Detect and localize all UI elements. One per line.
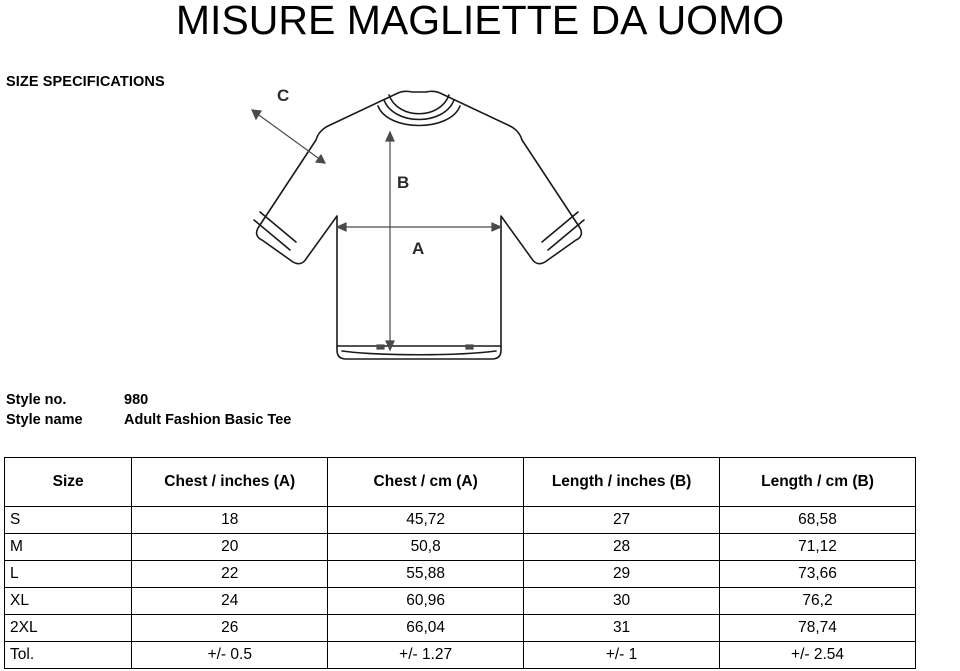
style-name-row [6, 412, 506, 428]
cell-chest-cm: +/- 1.27 [328, 642, 524, 669]
diagram-label-b: B [397, 173, 410, 192]
diagram-label-c: C [277, 86, 290, 105]
page-title: MISURE MAGLIETTE DA UOMO [175, 0, 785, 43]
cell-length-inches: 27 [524, 507, 720, 534]
cell-chest-inches: 18 [132, 507, 328, 534]
cell-length-cm: 76,2 [720, 588, 916, 615]
cell-chest-cm: 50,8 [328, 534, 524, 561]
tshirt-diagram [230, 70, 610, 380]
size-specifications-label: SIZE SPECIFICATIONS [6, 74, 165, 90]
style-no-row [6, 392, 506, 408]
table-header-row [5, 458, 916, 507]
cell-length-inches: 29 [524, 561, 720, 588]
cell-chest-inches: +/- 0.5 [132, 642, 328, 669]
diagram-label-a: A [412, 239, 425, 258]
cell-length-cm: 78,74 [720, 615, 916, 642]
cell-length-inches: 30 [524, 588, 720, 615]
header-length-cm: Length / cm (B) [720, 458, 916, 507]
table-row [5, 642, 916, 669]
size-table-body [5, 507, 916, 669]
cell-size: L [5, 561, 132, 588]
table-row [5, 507, 916, 534]
cell-size: S [5, 507, 132, 534]
cell-length-cm: 73,66 [720, 561, 916, 588]
table-row [5, 615, 916, 642]
header-size: Size [5, 458, 132, 507]
cell-chest-inches: 26 [132, 615, 328, 642]
table-row [5, 588, 916, 615]
cell-size: Tol. [5, 642, 132, 669]
style-name-value: Adult Fashion Basic Tee [124, 412, 292, 428]
cell-size: 2XL [5, 615, 132, 642]
table-row [5, 534, 916, 561]
header-chest-cm: Chest / cm (A) [328, 458, 524, 507]
style-no-label: Style no. [6, 392, 67, 408]
cell-chest-inches: 22 [132, 561, 328, 588]
cell-chest-inches: 20 [132, 534, 328, 561]
cell-length-inches: 28 [524, 534, 720, 561]
cell-chest-cm: 55,88 [328, 561, 524, 588]
cell-length-cm: 68,58 [720, 507, 916, 534]
header-chest-inches: Chest / inches (A) [132, 458, 328, 507]
cell-length-inches: 31 [524, 615, 720, 642]
cell-chest-cm: 60,96 [328, 588, 524, 615]
cell-length-cm: 71,12 [720, 534, 916, 561]
cell-size: XL [5, 588, 132, 615]
cell-chest-cm: 66,04 [328, 615, 524, 642]
cell-chest-cm: 45,72 [328, 507, 524, 534]
cell-chest-inches: 24 [132, 588, 328, 615]
size-table-head [5, 458, 916, 507]
style-info [6, 392, 506, 432]
size-table [4, 457, 916, 669]
cell-length-inches: +/- 1 [524, 642, 720, 669]
header-length-inches: Length / inches (B) [524, 458, 720, 507]
style-name-label: Style name [6, 412, 83, 428]
style-no-value: 980 [124, 392, 149, 408]
cell-length-cm: +/- 2.54 [720, 642, 916, 669]
cell-size: M [5, 534, 132, 561]
table-row [5, 561, 916, 588]
